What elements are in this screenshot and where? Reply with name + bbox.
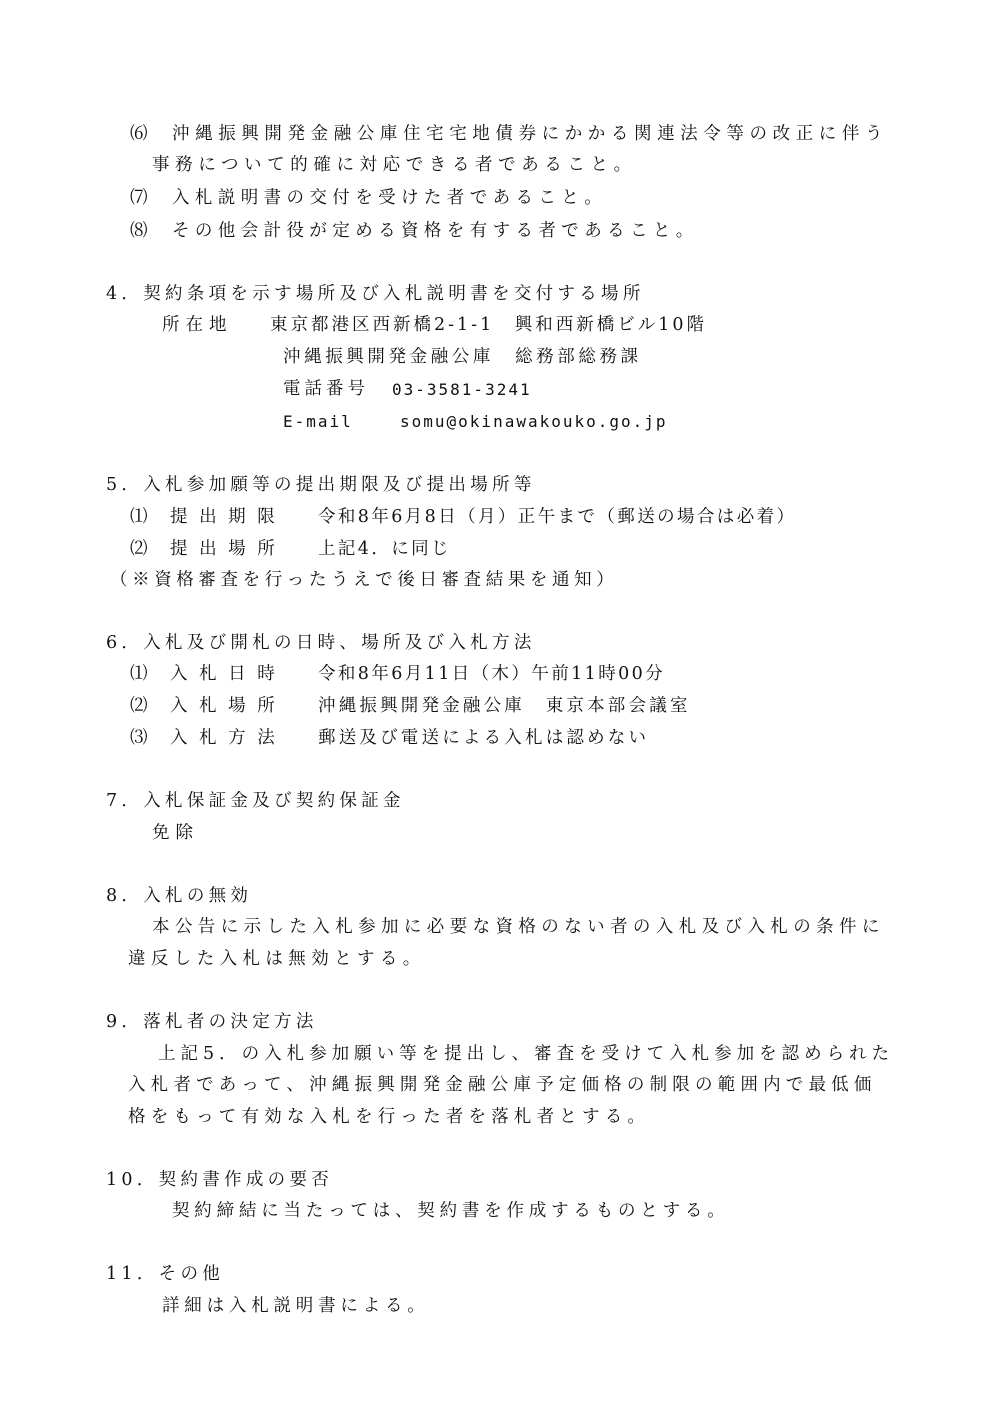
address-text: 東京都港区西新橋2-1-1 興和西新橋ビル10階 [270,315,707,335]
submission-place-label: 提 出 場 所 [170,539,278,559]
bid-datetime-value: 令和8年6月11日（木）午前11時00分 [318,664,666,684]
section-7-heading: 7．入札保証金及び契約保証金 [106,791,405,811]
section-7-body: 免除 [152,823,199,843]
section-6-item-1-number: ⑴ [130,664,152,684]
email-label: E-mail [283,412,353,431]
section-9-heading: 9．落札者の決定方法 [106,1012,318,1032]
office-text: 沖縄振興開発金融公庫 総務部総務課 [283,347,642,367]
section-6-item-2-number: ⑵ [130,696,152,716]
item-7-text: 入札説明書の交付を受けた者であること。 [172,188,608,208]
section-11-body: 詳細は入札説明書による。 [162,1296,430,1316]
submission-deadline-label: 提 出 期 限 [170,507,278,527]
bid-place-label: 入 札 場 所 [170,696,278,716]
section-9-line-2: 入札者であって、沖縄振興開発金融公庫予定価格の制限の範囲内で最低価 [128,1075,877,1095]
email-address[interactable]: somu@okinawakouko.go.jp [400,412,668,431]
section-9-line-3: 格をもって有効な入札を行った者を落札者とする。 [128,1107,651,1127]
section-8-line-1: 本公告に示した入札参加に必要な資格のない者の入札及び入札の条件に [152,917,885,937]
item-8-text: その他会計役が定める資格を有する者であること。 [172,221,699,241]
screening-note: （※資格審査を行ったうえで後日審査結果を通知） [110,570,619,590]
section-11-heading: 11．その他 [106,1264,225,1284]
phone-label: 電話番号 [283,379,369,399]
item-6-line-1: 沖縄振興開発金融公庫住宅宅地債券にかかる関連法令等の改正に伴う [172,124,889,144]
section-10-body: 契約締結に当たっては、契約書を作成するものとする。 [172,1201,730,1221]
item-6-number: ⑹ [130,124,152,144]
section-6-item-3-number: ⑶ [130,728,152,748]
section-5-heading: 5．入札参加願等の提出期限及び提出場所等 [106,475,536,495]
section-9-line-1: 上記5．の入札参加願い等を提出し、審査を受けて入札参加を認められた [158,1044,895,1064]
bid-place-value: 沖縄振興開発金融公庫 東京本部会議室 [318,696,691,716]
section-8-line-2: 違反した入札は無効とする。 [128,949,426,969]
location-label: 所在地 [162,315,233,335]
section-5-item-2-number: ⑵ [130,539,152,559]
bid-datetime-label: 入 札 日 時 [170,664,278,684]
item-6-line-2: 事務について的確に対応できる者であること。 [152,155,637,175]
section-10-heading: 10．契約書作成の要否 [106,1170,334,1190]
bid-method-label: 入 札 方 法 [170,728,278,748]
submission-place-value: 上記4．に同じ [318,539,451,559]
section-6-heading: 6．入札及び開札の日時、場所及び入札方法 [106,633,536,653]
section-4-heading: 4．契約条項を示す場所及び入札説明書を交付する場所 [106,284,645,304]
item-8-number: ⑻ [130,221,152,241]
section-8-heading: 8．入札の無効 [106,886,253,906]
bid-method-value: 郵送及び電送による入札は認めない [318,728,650,748]
phone-number: 03-3581-3241 [392,380,532,399]
section-5-item-1-number: ⑴ [130,507,152,527]
item-7-number: ⑺ [130,188,152,208]
submission-deadline-value: 令和8年6月8日（月）正午まで（郵送の場合は必着） [318,507,797,527]
